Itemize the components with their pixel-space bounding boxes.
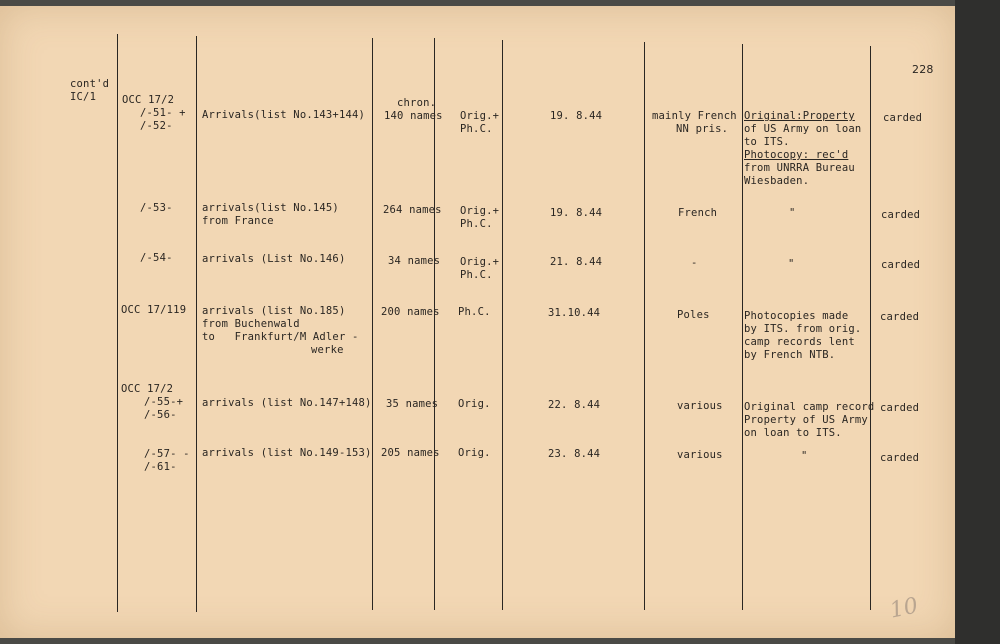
ref-line: OCC 17/119 bbox=[121, 304, 187, 316]
record-type: Orig.+ bbox=[460, 205, 500, 217]
date: 19. 8.44 bbox=[550, 207, 603, 219]
document-page bbox=[0, 6, 955, 638]
ref-line: /-57- - bbox=[144, 448, 190, 460]
count: 200 names bbox=[381, 306, 440, 318]
record-type: Orig.+ bbox=[460, 256, 500, 268]
remarks-line: Photocopy: rec'd bbox=[744, 149, 849, 161]
description: Arrivals(list No.143+144) bbox=[202, 109, 366, 121]
column-divider bbox=[372, 38, 373, 610]
remarks-line: Wiesbaden. bbox=[744, 175, 810, 187]
description: arrivals (list No.147+148) bbox=[202, 397, 372, 409]
remarks-line: on loan to ITS. bbox=[744, 427, 842, 439]
status: carded bbox=[883, 112, 923, 124]
description: arrivals (list No.185) bbox=[202, 305, 346, 317]
nationality: various bbox=[677, 400, 723, 412]
remarks-line: Photocopies made bbox=[744, 310, 849, 322]
record-type: Orig. bbox=[458, 447, 491, 459]
ref-line: /-53- bbox=[140, 202, 173, 214]
description: arrivals (list No.149-153) bbox=[202, 447, 372, 459]
nationality: mainly French bbox=[652, 110, 737, 122]
description: from France bbox=[202, 215, 274, 227]
remarks-line: Property of US Army bbox=[744, 414, 868, 426]
remarks-line: Original:Property bbox=[744, 110, 855, 122]
ref-line: /-61- bbox=[144, 461, 177, 473]
count: 264 names bbox=[383, 204, 442, 216]
nationality: French bbox=[678, 207, 718, 219]
nationality: Poles bbox=[677, 309, 710, 321]
remarks-line: by French NTB. bbox=[744, 349, 836, 361]
record-type: Ph.C. bbox=[460, 123, 493, 135]
ref-line: /-52- bbox=[140, 120, 173, 132]
remarks-line: from UNRRA Bureau bbox=[744, 162, 855, 174]
description: from Buchenwald bbox=[202, 318, 300, 330]
record-type: Ph.C. bbox=[460, 218, 493, 230]
date: 21. 8.44 bbox=[550, 256, 603, 268]
description: arrivals(list No.145) bbox=[202, 202, 339, 214]
count: 205 names bbox=[381, 447, 440, 459]
ref-line: /-54- bbox=[140, 252, 173, 264]
page-number: 228 bbox=[912, 63, 934, 76]
count: 35 names bbox=[386, 398, 439, 410]
nationality: NN pris. bbox=[676, 123, 729, 135]
date: 22. 8.44 bbox=[548, 399, 601, 411]
remarks-line: by ITS. from orig. bbox=[744, 323, 862, 335]
ref-line: /-55-+ bbox=[144, 396, 184, 408]
count-label: chron. bbox=[397, 97, 437, 109]
remarks-line: " bbox=[788, 258, 795, 270]
section-label: IC/1 bbox=[70, 91, 97, 103]
handwritten-mark: 10 bbox=[887, 593, 921, 624]
ref-line: /-56- bbox=[144, 409, 177, 421]
status: carded bbox=[880, 311, 920, 323]
status: carded bbox=[881, 259, 921, 271]
record-type: Orig.+ bbox=[460, 110, 500, 122]
ref-line: /-51- + bbox=[140, 107, 186, 119]
continued-label: cont'd bbox=[70, 78, 110, 90]
date: 31.10.44 bbox=[548, 307, 601, 319]
record-type: Orig. bbox=[458, 398, 491, 410]
column-divider bbox=[196, 36, 197, 612]
description: to Frankfurt/M Adler - bbox=[202, 331, 359, 343]
remarks-line: " bbox=[801, 450, 808, 462]
date: 19. 8.44 bbox=[550, 110, 603, 122]
nationality: various bbox=[677, 449, 723, 461]
remarks-line: camp records lent bbox=[744, 336, 855, 348]
description: werke bbox=[311, 344, 344, 356]
scan-background-edge bbox=[955, 0, 1000, 644]
remarks-line: " bbox=[789, 207, 796, 219]
column-divider bbox=[870, 46, 871, 610]
column-divider bbox=[502, 40, 503, 610]
status: carded bbox=[881, 209, 921, 221]
remarks-line: of US Army on loan bbox=[744, 123, 862, 135]
count: 34 names bbox=[388, 255, 441, 267]
record-type: Ph.C. bbox=[460, 269, 493, 281]
nationality: - bbox=[691, 257, 698, 269]
status: carded bbox=[880, 402, 920, 414]
count: 140 names bbox=[384, 110, 443, 122]
ref-line: OCC 17/2 bbox=[122, 94, 175, 106]
date: 23. 8.44 bbox=[548, 448, 601, 460]
status: carded bbox=[880, 452, 920, 464]
remarks-line: Original camp record bbox=[744, 401, 875, 413]
description: arrivals (List No.146) bbox=[202, 253, 346, 265]
column-divider bbox=[644, 42, 645, 610]
record-type: Ph.C. bbox=[458, 306, 491, 318]
column-divider bbox=[434, 38, 435, 610]
remarks-line: to ITS. bbox=[744, 136, 790, 148]
column-divider bbox=[117, 34, 118, 612]
ref-line: OCC 17/2 bbox=[121, 383, 174, 395]
